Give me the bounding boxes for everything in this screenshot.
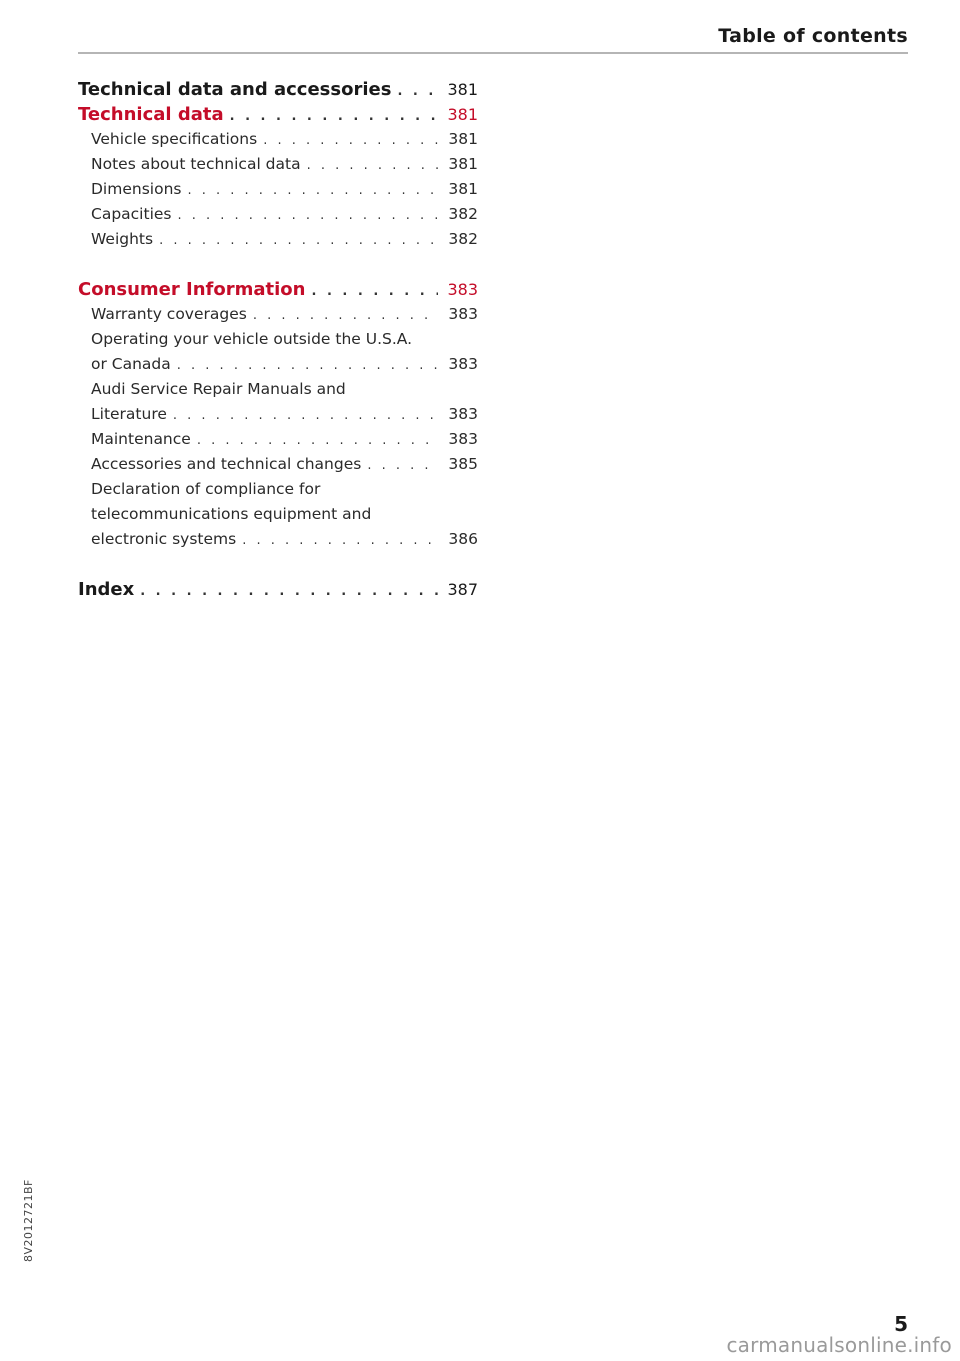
toc-entry-accessories-technical-changes[interactable] [78,452,478,477]
dot-leader [263,128,438,153]
toc-label: Literature [91,405,167,423]
dot-leader [159,228,438,253]
toc-label: Warranty coverages [91,305,247,323]
toc-entry-notes-about-technical-data[interactable] [78,152,478,177]
toc-label: Weights [91,230,154,248]
toc-entry-technical-data[interactable] [78,102,478,127]
page-number: 5 [894,1312,908,1336]
dot-leader [253,303,438,328]
dot-leader [173,403,438,428]
table-of-contents [78,77,478,602]
toc-entry-declaration-line1[interactable]: Declaration of compliance for [91,480,321,498]
toc-entry-operating-outside-line1[interactable]: Operating your vehicle outside the U.S.A. [91,330,413,348]
toc-page-number: 381 [447,80,478,99]
dot-leader [311,279,438,304]
toc-page-number: 381 [448,155,478,173]
dot-leader [367,453,438,478]
toc-label: Vehicle specifications [91,130,258,148]
dot-leader [230,104,438,129]
dot-leader [177,203,438,228]
toc-label: electronic systems [91,530,237,548]
dot-leader [177,353,438,378]
toc-page-number: 382 [448,230,478,248]
toc-label: Index [78,579,135,600]
toc-label: Consumer Information [78,279,306,300]
page-header-title: Table of contents [718,25,908,47]
dot-leader [197,428,438,453]
toc-entry-declaration-line2[interactable]: telecommunications equipment and [91,505,372,523]
toc-page-number: 382 [448,205,478,223]
toc-page-number: 387 [447,580,478,599]
dot-leader [187,178,438,203]
watermark: carmanualsonline.info [726,1333,952,1357]
toc-label: Technical data [78,104,224,125]
section-spacer [78,252,478,277]
toc-label: Notes about technical data [91,155,301,173]
toc-page-number: 383 [447,280,478,299]
toc-label: Dimensions [91,180,182,198]
toc-label: Maintenance [91,430,191,448]
toc-page-number: 386 [448,530,478,548]
toc-entry-repair-manuals-line1[interactable]: Audi Service Repair Manuals and [91,380,346,398]
toc-label: or Canada [91,355,171,373]
toc-page-number: 383 [448,355,478,373]
toc-page-number: 381 [448,180,478,198]
toc-entry-maintenance[interactable] [78,427,478,452]
toc-page-number: 381 [448,130,478,148]
header-divider [78,52,908,54]
toc-entry-capacities[interactable] [78,202,478,227]
toc-label: Accessories and technical changes [91,455,362,473]
toc-page-number: 383 [448,305,478,323]
toc-label: Capacities [91,205,172,223]
dot-leader [242,528,438,553]
section-spacer [78,552,478,577]
toc-label: Technical data and accessories [78,79,392,100]
toc-entry-operating-outside[interactable] [78,352,478,377]
toc-entry-declaration-of-compliance[interactable] [78,527,478,552]
toc-page-number: 383 [448,405,478,423]
toc-page-number: 381 [447,105,478,124]
toc-entry-weights[interactable] [78,227,478,252]
toc-entry-repair-manuals[interactable] [78,402,478,427]
toc-page-number: 383 [448,430,478,448]
toc-entry-dimensions[interactable] [78,177,478,202]
document-code: 8V2012721BF [22,1179,35,1262]
dot-leader [307,153,438,178]
toc-page-number: 385 [448,455,478,473]
toc-entry-index[interactable] [78,577,478,602]
dot-leader [140,579,438,604]
toc-entry-warranty-coverages[interactable] [78,302,478,327]
toc-entry-consumer-information[interactable] [78,277,478,302]
toc-entry-vehicle-specifications[interactable] [78,127,478,152]
toc-entry-technical-data-and-accessories[interactable] [78,77,478,102]
dot-leader [397,79,438,104]
